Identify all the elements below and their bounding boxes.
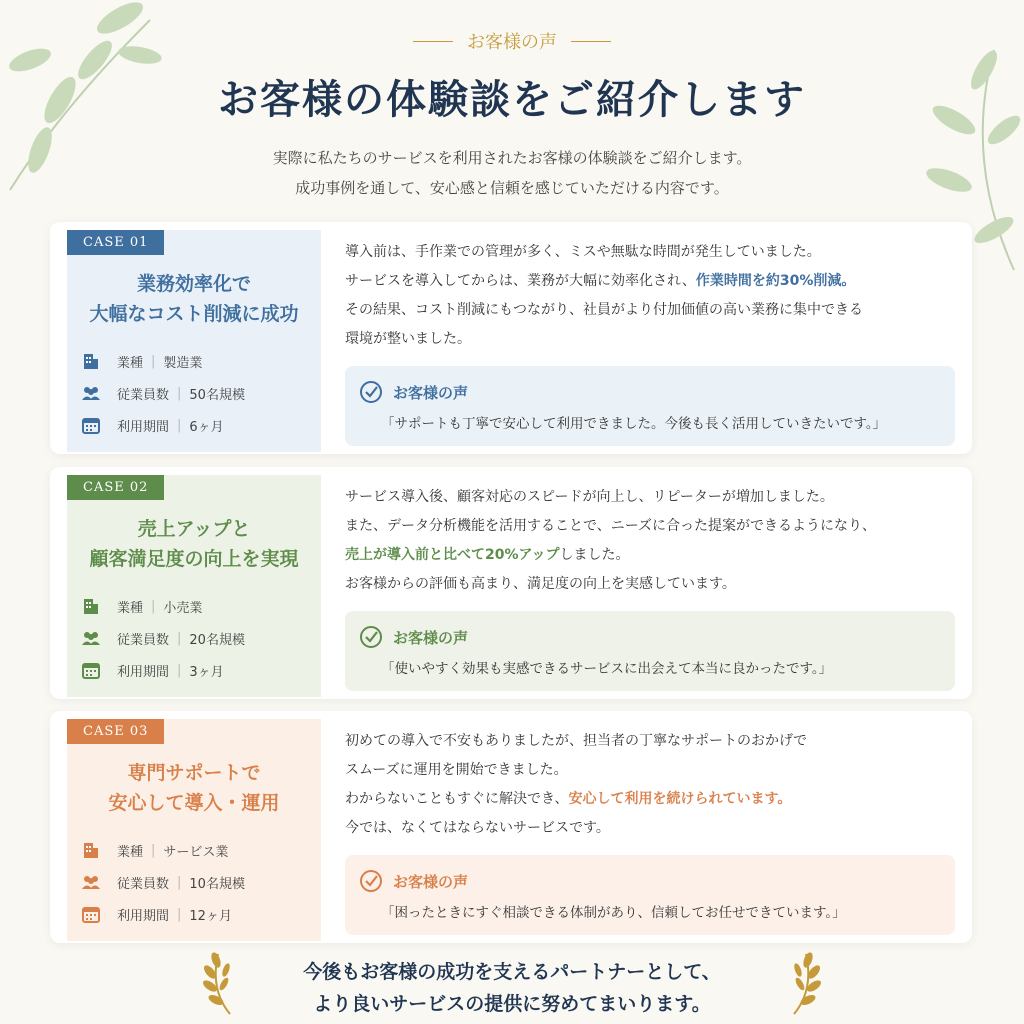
case-detail [345,238,955,446]
case-meta [67,834,321,930]
case-body [345,483,955,599]
meta-separator: | [151,353,156,369]
customer-voice-box [345,855,955,935]
building-icon [81,596,101,616]
body-text: サービスを導入してからは、業務が大幅に効率化され、 [345,273,696,289]
case-body [345,238,955,354]
customer-voice-box [345,611,955,691]
case-title-line: 売上アップと [137,518,251,540]
case-summary [67,719,321,941]
intro-line: 成功事例を通して、安心感と信頼を感じていただける内容です。 [295,179,729,197]
meta-value: 10名規模 [189,876,245,892]
voice-heading [359,380,941,404]
body-line: 導入前は、手作業での管理が多く、ミスや無駄な時間が発生していました。 [345,244,821,260]
meta-period [81,409,321,441]
case-card-03 [50,711,972,943]
case-title-line: 専門サポートで [127,762,261,784]
voice-label: お客様の声 [393,872,469,891]
body-line: 今では、なくてはならないサービスです。 [345,820,610,836]
check-circle-icon [359,625,383,649]
calendar-icon [81,415,101,435]
check-circle-icon [359,869,383,893]
body-line: また、データ分析機能を活用することで、ニーズに合った提案ができるようになり、 [345,518,877,534]
case-title-line: 業務効率化で [136,273,251,295]
check-circle-icon [359,380,383,404]
body-text: わからないこともすぐに解決でき、 [345,791,569,807]
meta-separator: | [177,385,182,401]
intro-line: 実際に私たちのサービスを利用されたお客様の体験談をご紹介します。 [272,149,752,167]
eyebrow-line [571,41,611,42]
highlight-text: 安心して利用を続けられています。 [568,791,792,807]
body-line [345,267,955,296]
meta-separator: | [177,874,182,890]
meta-separator: | [151,598,156,614]
meta-separator: | [177,630,182,646]
meta-label: 利用期間 [117,908,170,924]
case-summary [67,230,321,452]
meta-value: 6ヶ月 [189,419,224,435]
meta-label: 従業員数 [117,387,170,403]
body-line [345,541,955,570]
case-title-line: 顧客満足度の向上を実現 [89,548,299,570]
section-eyebrow [0,28,1024,54]
people-icon [81,872,101,892]
meta-label: 業種 [117,844,144,860]
meta-label: 従業員数 [117,876,170,892]
case-title [67,269,321,329]
meta-value: 製造業 [163,355,203,371]
meta-employees [81,866,321,898]
meta-separator: | [177,417,182,433]
meta-separator: | [151,842,156,858]
meta-value: サービス業 [163,844,229,860]
case-title-line: 安心して導入・運用 [108,792,280,814]
voice-quote: 「サポートも丁寧で安心して利用できました。今後も長く活用していきたいです。」 [381,416,887,432]
building-icon [81,351,101,371]
meta-employees [81,622,321,654]
case-meta [67,345,321,441]
case-title-line: 大幅なコスト削減に成功 [89,303,299,325]
body-line: 環境が整いました。 [345,331,471,347]
case-title [67,514,321,574]
meta-label: 業種 [117,355,144,371]
meta-industry [81,834,321,866]
case-summary [67,475,321,697]
body-line: お客様からの評価も高まり、満足度の向上を実感しています。 [345,576,736,592]
case-meta [67,590,321,686]
body-line [345,785,955,814]
case-title [67,758,321,818]
body-line: その結果、コスト削減にもつながり、社員がより付加価値の高い業務に集中できる [345,302,863,318]
body-text: しました。 [559,547,630,563]
intro-text [0,143,1024,203]
meta-industry [81,590,321,622]
eyebrow-text: お客様の声 [467,32,557,53]
voice-heading [359,625,941,649]
voice-quote: 「使いやすく効果も実感できるサービスに出会えて本当に良かったです。」 [381,661,833,677]
meta-value: 50名規模 [189,387,245,403]
meta-label: 従業員数 [117,632,170,648]
page-title: お客様の体験談をご紹介します [218,76,806,123]
meta-employees [81,377,321,409]
people-icon [81,383,101,403]
customer-voice-box [345,366,955,446]
body-line: サービス導入後、顧客対応のスピードが向上し、リピーターが増加しました。 [345,489,834,505]
calendar-icon [81,660,101,680]
meta-value: 20名規模 [189,632,245,648]
voice-quote: 「困ったときにすぐ相談できる体制があり、信頼してお任せできています。」 [381,905,846,921]
highlight-text: 売上が導入前と比べて20%アップ [345,547,560,563]
meta-industry [81,345,321,377]
case-tag: CASE 02 [67,475,164,500]
case-card-02 [50,467,972,699]
meta-value: 3ヶ月 [189,664,224,680]
meta-label: 業種 [117,600,144,616]
people-icon [81,628,101,648]
voice-label: お客様の声 [393,383,469,402]
body-line: 初めての導入で不安もありましたが、担当者の丁寧なサポートのおかげで [345,733,807,749]
meta-label: 利用期間 [117,419,170,435]
voice-label: お客様の声 [393,628,469,647]
eyebrow-line [413,41,453,42]
meta-period [81,898,321,930]
closing-message [0,956,1024,1020]
building-icon [81,840,101,860]
body-line: スムーズに運用を開始できました。 [345,762,568,778]
case-tag: CASE 03 [67,719,164,744]
voice-heading [359,869,941,893]
closing-line: より良いサービスの提供に努めてまいります。 [313,993,711,1015]
meta-value: 小売業 [163,600,203,616]
meta-separator: | [177,906,182,922]
meta-label: 利用期間 [117,664,170,680]
page-header [0,28,1024,203]
meta-period [81,654,321,686]
case-tag: CASE 01 [67,230,164,255]
case-detail [345,727,955,935]
highlight-text: 作業時間を約30%削減。 [695,273,856,289]
case-body [345,727,955,843]
meta-value: 12ヶ月 [189,908,232,924]
meta-separator: | [177,662,182,678]
calendar-icon [81,904,101,924]
case-detail [345,483,955,691]
case-card-01 [50,222,972,454]
closing-line: 今後もお客様の成功を支えるパートナーとして、 [303,961,721,983]
